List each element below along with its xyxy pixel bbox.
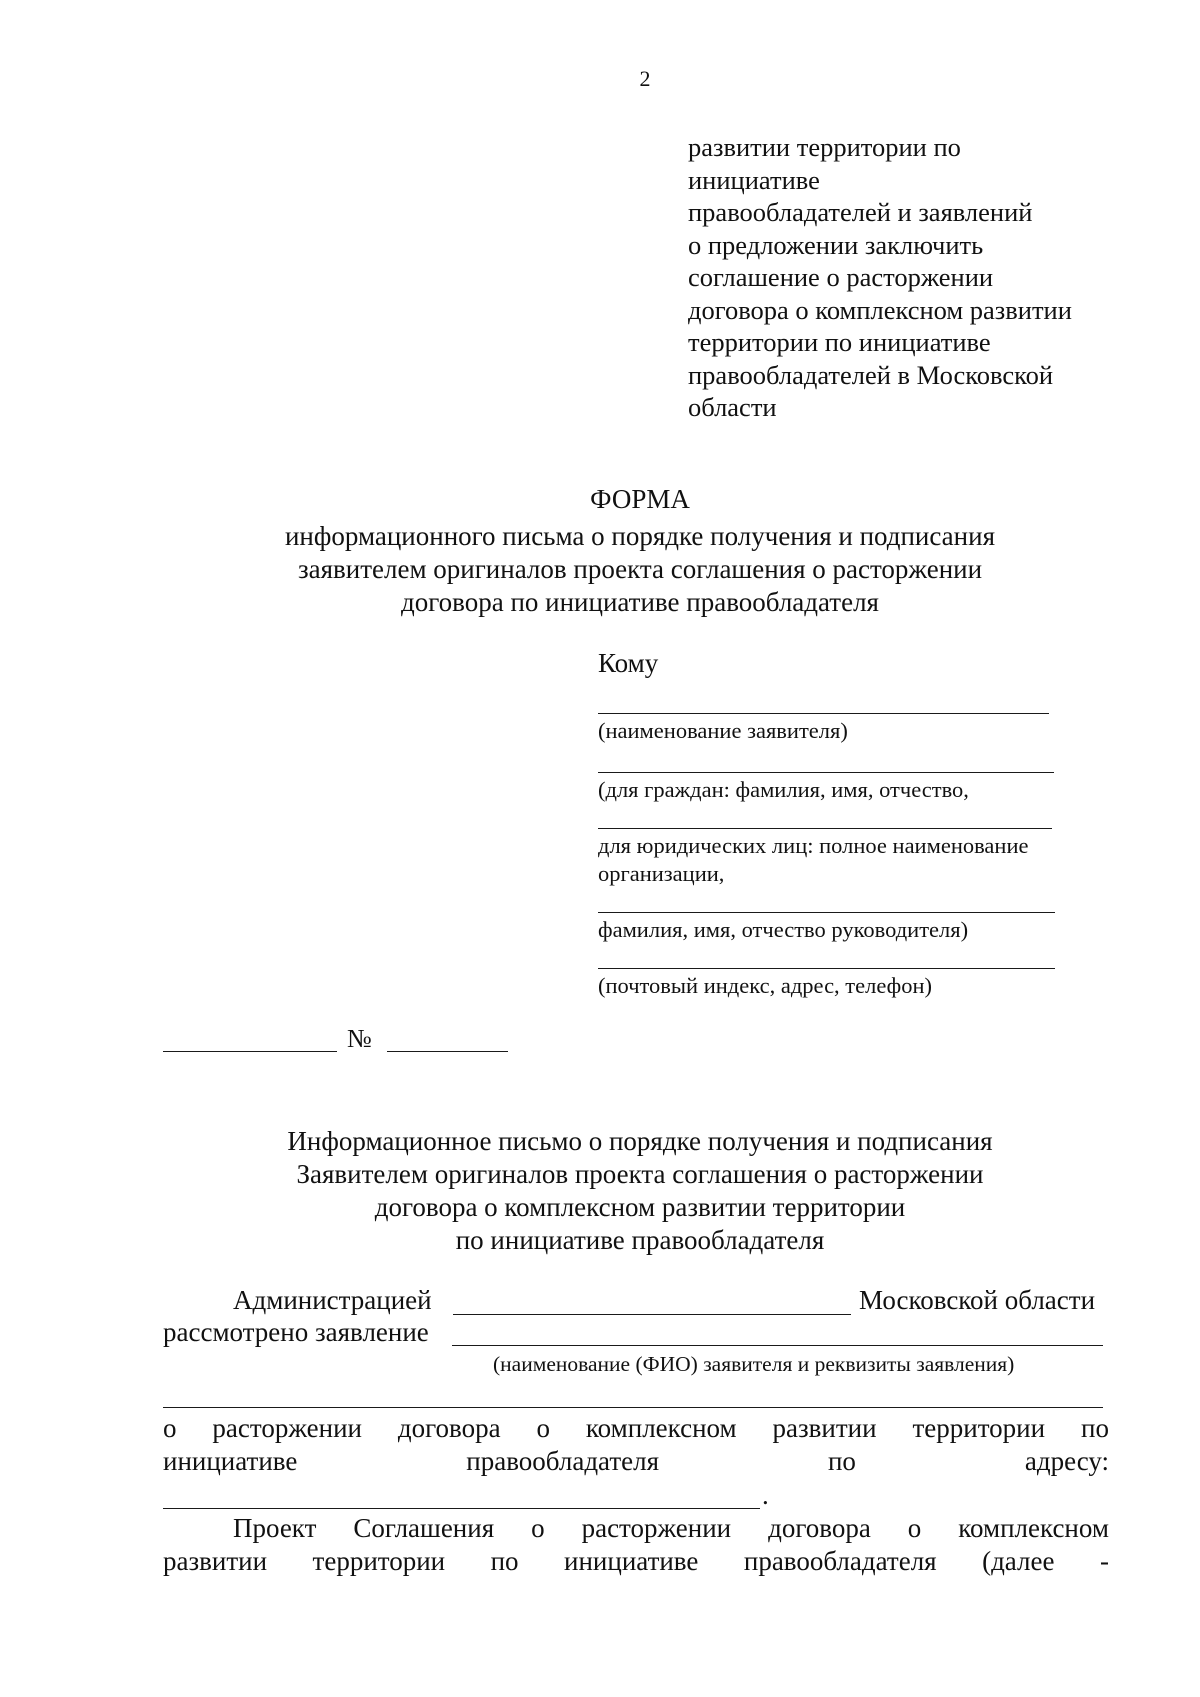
region-label: Московской области <box>859 1285 1096 1315</box>
body-word: правообладателя <box>466 1446 660 1476</box>
recipient-caption: (для граждан: фамилия, имя, отчество, <box>598 777 969 802</box>
header-note-line: о предложении заключить <box>688 229 984 260</box>
body-word: развитии <box>772 1413 877 1443</box>
letter-title-line: Заявителем оригиналов проекта соглашения о расторжении <box>296 1159 984 1189</box>
form-subtitle-line: договора по инициативе правообладателя <box>401 587 879 617</box>
form-subtitle-line: информационного письма о порядке получения и подписания <box>284 521 995 551</box>
recipient-caption: фамилия, имя, отчество руководителя) <box>598 917 969 942</box>
letter-title <box>0 1125 1200 1257</box>
recipient-field-line <box>598 713 1049 714</box>
administration-field-line <box>453 1314 851 1315</box>
form-subtitle <box>0 520 1200 619</box>
body-word: о <box>907 1513 922 1543</box>
body-word: инициативе <box>564 1546 699 1576</box>
body-word: (далее <box>982 1546 1055 1576</box>
header-note-line: развитии территории по <box>688 132 961 162</box>
recipient-caption: для юридических лиц: полное наименование <box>598 833 1029 858</box>
recipient-caption: (наименование заявителя) <box>598 718 848 743</box>
body-word: по <box>1081 1413 1109 1443</box>
header-note-line: правообладателей и заявлений <box>688 197 1033 227</box>
body-line <box>163 1413 1109 1444</box>
body-word: расторжении <box>581 1513 732 1543</box>
address-field-line <box>163 1508 760 1509</box>
header-note-line: соглашение о расторжении <box>688 262 994 292</box>
page-number: 2 <box>639 66 651 91</box>
letter-title-line: Информационное письмо о порядке получения и подписания <box>287 1126 993 1156</box>
header-note <box>688 131 1072 424</box>
body-word: комплексном <box>958 1513 1109 1543</box>
body-word: инициативе <box>163 1446 298 1476</box>
body-word: развитии <box>163 1546 268 1576</box>
body-word: Соглашения <box>353 1513 495 1543</box>
recipient-field-line <box>598 912 1055 913</box>
recipient-field-line <box>598 828 1052 829</box>
body-word: территории <box>312 1546 446 1576</box>
form-subtitle-line: заявителем оригиналов проекта соглашения о расторжении <box>297 554 983 584</box>
recipient-field-line <box>598 968 1055 969</box>
body-word: договора <box>768 1513 871 1543</box>
body-word: Проект <box>233 1513 317 1543</box>
body-word: территории <box>912 1413 1046 1443</box>
body-word: договора <box>397 1413 501 1443</box>
header-note-line: инициативе <box>688 164 820 195</box>
header-note-line: области <box>688 392 777 422</box>
body-word: о <box>531 1513 545 1543</box>
letter-title-line: договора о комплексном развитии территории <box>374 1192 906 1222</box>
header-note-line: договора о комплексном развитии <box>688 294 1072 325</box>
number-field-line <box>387 1051 508 1052</box>
application-field-line <box>452 1345 1103 1346</box>
body-word: по <box>827 1446 856 1476</box>
body-word: правообладателя <box>743 1546 937 1576</box>
date-field-line <box>163 1051 337 1052</box>
body-line <box>163 1446 1109 1477</box>
recipient-caption: (почтовый индекс, адрес, телефон) <box>598 973 932 998</box>
address-period: . <box>762 1480 769 1510</box>
form-title: ФОРМА <box>590 484 690 514</box>
application-caption: (наименование (ФИО) заявителя и реквизиты заявления) <box>493 1352 1015 1376</box>
administration-label: Администрацией <box>233 1285 432 1315</box>
body-line <box>233 1513 1109 1544</box>
body-word: комплексном <box>585 1413 737 1443</box>
body-word: - <box>1099 1546 1109 1576</box>
application-label: рассмотрено заявление <box>163 1317 429 1347</box>
header-note-line: правообладателей в Московской <box>688 359 1054 390</box>
body-line <box>163 1546 1109 1577</box>
body-word: по <box>490 1546 519 1576</box>
body-word: расторжении <box>212 1413 362 1443</box>
number-sign: № <box>347 1024 372 1053</box>
body-word: адресу: <box>1024 1446 1109 1476</box>
recipient-field-line <box>598 772 1054 773</box>
letter-title-line: по инициативе правообладателя <box>455 1225 825 1255</box>
recipient-to-label: Кому <box>598 648 659 678</box>
recipient-caption: организации, <box>598 861 725 886</box>
body-word: о <box>163 1413 177 1443</box>
blank-field-line <box>163 1407 1103 1408</box>
body-word: о <box>536 1413 550 1443</box>
header-note-line: территории по инициативе <box>688 327 991 357</box>
